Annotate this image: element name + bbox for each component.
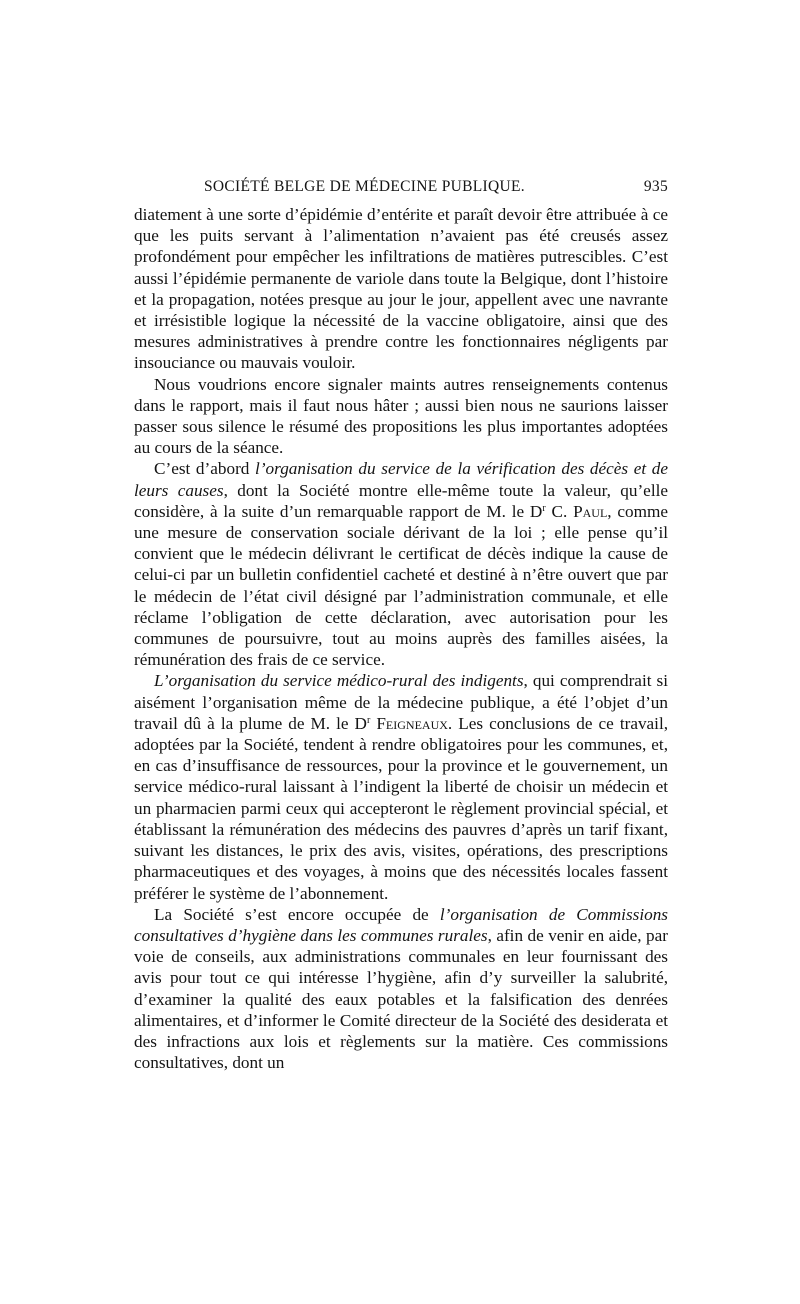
italic-phrase: l’organisation du service de la vérification des décès et de leurs causes — [134, 459, 669, 500]
book-page — [134, 178, 668, 1073]
paragraph-1 — [134, 204, 668, 374]
paragraph-text: , comme une mesure de conservation sociale dérivant de la loi ; elle pense qu’il convient que le médecin délivrant le certificat de décès indique la cause de celui-ci par un bulletin confidentiel cacheté et destiné à n’être ouvert que par le médecin de l’état civil désigné par l’administration communale, et elle réclame l’obligation de cette déclaration, avec autorisation pour les communes de poursuivre, tout au moins auprès des familles aisées, la rémunération des frais de ce service. — [134, 501, 668, 670]
person-name: Feigneaux — [376, 713, 448, 733]
paragraph-text: Nous voudrions encore signaler maints autres renseignements contenus dans le rapport, mais il faut nous hâter ; aussi bien nous ne saurions laisser passer sous silence le résumé des propositions les plus importantes adoptées au cours de la séance. — [134, 374, 668, 458]
page-body — [134, 204, 668, 1073]
paragraph-4 — [134, 670, 668, 903]
paragraph-text: . Les conclusions de ce travail, adoptées par la Société, tendent à rendre obligatoires pour les communes, et, en cas d’insuffisance de ressources, pour la province et le gouvernement, un service médico-rural laissant à l’indigent la liberté de choisir un médecin et un pharmacien parmi ceux qui accepteront le règlement provincial spécial, et établissant la rémunération des médecins des pauvres d’après un tarif fixant, suivant les distances, le prix des avis, visites, opérations, des prescriptions pharmaceutiques et des voyages, à moins que des nécessités locales fassent préférer le système de l’abonnement. — [134, 713, 669, 903]
running-header — [134, 178, 668, 204]
person-name: Paul — [573, 501, 608, 521]
paragraph-3 — [134, 458, 668, 670]
italic-phrase: l’organisation de Commissions consultatives d’hygiène dans les communes rurales — [134, 904, 668, 945]
paragraph-text: C. — [545, 501, 574, 521]
page-number: 935 — [643, 178, 668, 195]
paragraph-text: , afin de venir en aide, par voie de conseils, aux administrations communales en leur fournissant des avis pour tout ce qui intéresse l’hygiène, afin d’y surveiller la salubrité, d’examiner la qualité des eaux potables et la falsification des denrées alimentaires, et d’informer le Comité directeur de la Société des desiderata et des infractions aux lois et règlements sur la matière. Ces commissions consultatives, dont un — [134, 925, 668, 1073]
paragraph-text: La Société s’est encore occupée de — [154, 904, 440, 924]
paragraph-2 — [134, 374, 668, 459]
paragraph-text: C’est d’abord — [154, 459, 256, 479]
superscript: r — [542, 502, 546, 514]
paragraph-5 — [134, 904, 668, 1074]
running-title: SOCIÉTÉ BELGE DE MÉDECINE PUBLIQUE. — [204, 178, 525, 195]
paragraph-text: , dont la Société montre elle-même toute la valeur, qu’elle considère, à la suite d’un remarquable rapport de M. le D — [134, 480, 668, 521]
paragraph-text: , qui comprendrait si aisément l’organisation même de la médecine publique, a été l’objet d’un travail dû à la plume de M. le D — [134, 671, 668, 733]
italic-phrase: L’organisation du service médico-rural des indigents — [154, 671, 524, 691]
paragraph-text: diatement à une sorte d’épidémie d’entérite et paraît devoir être attribuée à ce que les puits servant à l’alimentation n’avaient pas été creusés assez profondément pour empêcher les infiltrations de matières putrescibles. C’est aussi l’épidémie permanente de variole dans toute la Belgique, dont l’histoire et la propagation, notées presque au jour le jour, appellent avec une navrante et irrésistible logique la nécessité de la vaccine obligatoire, ainsi que des mesures administratives à prendre contre les fonctionnaires négligents par insouciance ou mauvais vouloir. — [134, 205, 668, 373]
superscript: r — [366, 714, 371, 726]
